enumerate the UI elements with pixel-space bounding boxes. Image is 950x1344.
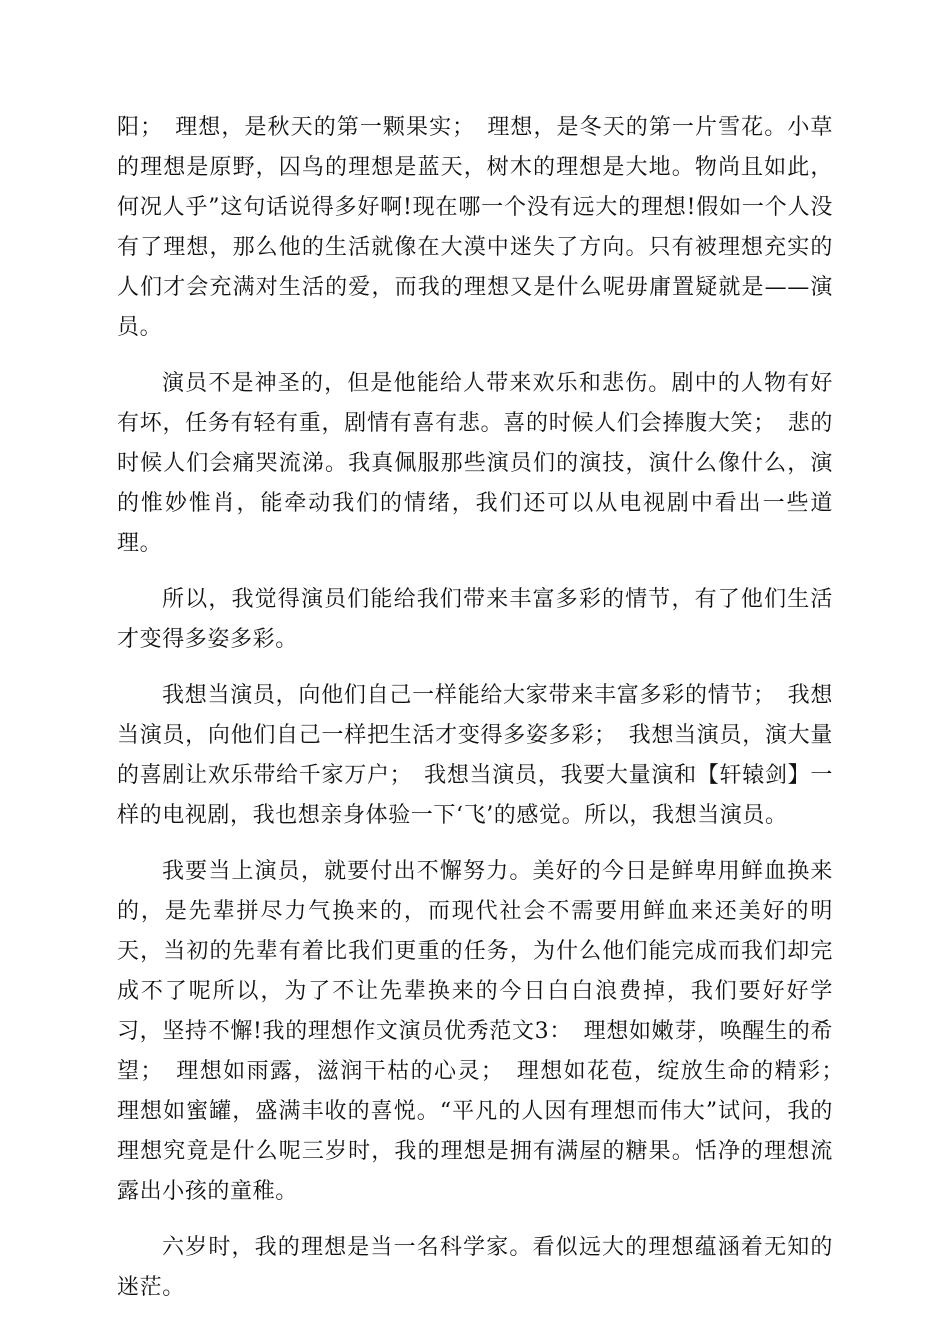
paragraph-effort: 我要当上演员，就要付出不懈努力。美好的今日是鲜卑用鲜血换来的，是先辈拼尽力气换来的，而现代社会不需要用鲜血来还美好的明天，当初的先辈有着比我们更重的任务，为什么他们能完成而我们却完成不了呢所以，为了不让先辈换来的今日白白浪费掉，我们要好好学习，坚持不懈!我的理想作文演员优秀范文3： 理想如嫩芽，唤醒生的希望； 理想如雨露，滋润干枯的心灵； 理想如花苞，绽放生命的精彩； 理想如蜜罐，盛满丰收的喜悦。“平凡的人因有理想而伟大”试问，我的理想究竟是什么呢三岁时，我的理想是拥有满屋的糖果。恬净的理想流露出小孩的童稚。 (117, 859, 856, 1204)
paragraph-continuation: 阳； 理想，是秋天的第一颗果实； 理想，是冬天的第一片雪花。小草的理想是原野，囚鸟的理想是蓝天，树木的理想是大地。物尚且如此，何况人乎”这句话说得多好啊!现在哪一个没有远大的理想!假如一个人没有了理想，那么他的生活就像在大漠中迷失了方向。只有被理想充实的人们才会充满对生活的爱，而我的理想又是什么呢毋庸置疑就是——演员。 (117, 115, 833, 340)
paragraph-actors-joy-sorrow: 演员不是神圣的，但是他能给人带来欢乐和悲伤。剧中的人物有好有坏，任务有轻有重，剧情有喜有悲。喜的时候人们会捧腹大笑； 悲的时候人们会痛哭流涕。我真佩服那些演员们的演技，演什么像什么，演的惟妙惟肖，能牵动我们的情绪，我们还可以从电视剧中看出一些道理。 (117, 371, 833, 556)
paragraph-want-to-be-actor: 我想当演员，向他们自己一样能给大家带来丰富多彩的情节； 我想当演员，向他们自己一样把生活才变得多姿多彩； 我想当演员，演大量的喜剧让欢乐带给千家万户； 我想当演员，我要大量演和【轩辕剑】一样的电视剧，我也想亲身体验一下‘飞’的感觉。所以，我想当演员。 (117, 683, 833, 828)
document-body (117, 108, 856, 1308)
paragraph-scientist: 六岁时，我的理想是当一名科学家。看似远大的理想蕴涵着无知的迷茫。 (117, 1235, 833, 1300)
paragraph-colorful-life: 所以，我觉得演员们能给我们带来丰富多彩的情节，有了他们生活才变得多姿多彩。 (117, 587, 833, 652)
